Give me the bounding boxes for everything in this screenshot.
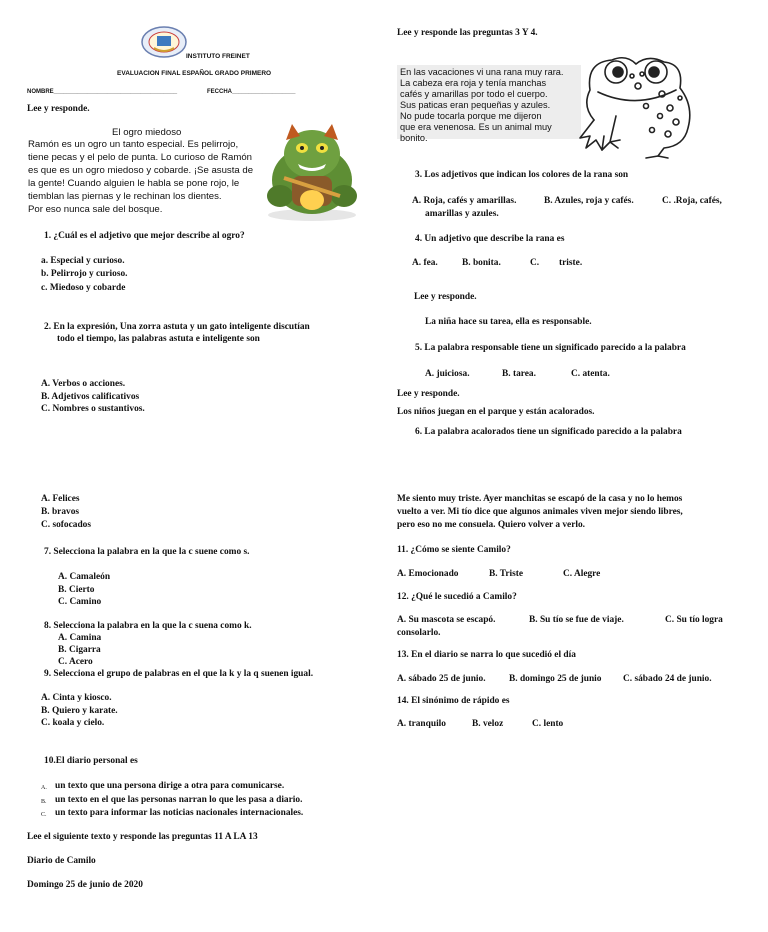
q10-letter-c: C. (41, 812, 47, 818)
q2-option-b[interactable]: B. Adjetivos calificativos (41, 392, 140, 402)
q4-option-c[interactable]: C. (530, 258, 540, 268)
q3-option-a[interactable]: A. Roja, cafés y amarillas. (412, 196, 517, 206)
q7-option-a[interactable]: A. Camaleón (58, 572, 111, 582)
ogre-text-line: Por eso nunca sale del bosque. (28, 204, 163, 215)
q8-option-a[interactable]: A. Camina (58, 633, 102, 643)
q11-option-a[interactable]: A. Emocionado (397, 569, 459, 579)
question-12: 12. ¿Qué le sucedió a Camilo? (397, 592, 517, 602)
ogre-text-line: tiene pecas y el pelo de punta. Lo curioso de Ramón (28, 152, 253, 163)
date-field[interactable]: FECCHA___________________ (207, 89, 296, 95)
q14-option-c[interactable]: C. lento (532, 719, 564, 729)
q1-option-b[interactable]: b. Pelirrojo y curioso. (41, 269, 128, 279)
q3-option-c-cont: amarillas y azules. (425, 209, 499, 219)
ogre-title: El ogro miedoso (112, 127, 182, 138)
frog-text-line: Sus paticas eran pequeñas y azules. (400, 100, 551, 110)
school-logo (140, 26, 188, 58)
q6-option-a[interactable]: A. Felices (41, 494, 80, 504)
diary-text-line: pero eso no me consuela. Quiero volver a verlo. (397, 520, 585, 530)
q8-option-b[interactable]: B. Cigarra (58, 645, 101, 655)
q3-option-c[interactable]: C. .Roja, cafés, (662, 196, 722, 206)
q8-option-c[interactable]: C. Acero (58, 657, 93, 667)
q10-letter-b: B. (41, 799, 47, 805)
q12-option-b[interactable]: B. Su tío se fue de viaje. (529, 615, 624, 625)
question-14: 14. El sinónimo de rápido es (397, 696, 510, 706)
q3-option-b[interactable]: B. Azules, roja y cafés. (544, 196, 634, 206)
ogre-text-line: la gente! Cuando alguien le habla se pone rojo, le (28, 178, 240, 189)
q4-option-b[interactable]: B. bonita. (462, 258, 501, 268)
q10-option-c[interactable]: un texto para informar las noticias nacionales internacionales. (55, 808, 304, 818)
q5-option-a[interactable]: A. juiciosa. (425, 369, 470, 379)
q9-option-b[interactable]: B. Quiero y karate. (41, 706, 118, 716)
frog-text-line: La cabeza era roja y tenía manchas (400, 78, 547, 88)
question-3: 3. Los adjetivos que indican los colores de la rana son (415, 170, 629, 180)
ogre-text-line: es que es un ogro miedoso y cobarde. ¡Se asusta de (28, 165, 254, 176)
question-6: 6. La palabra acalorados tiene un significado parecido a la palabra (415, 427, 682, 437)
question-13: 13. En el diario se narra lo que sucedió el día (397, 650, 576, 660)
reading-instruction: Lee el siguiente texto y responde las preguntas 11 A LA 13 (27, 832, 258, 842)
q13-option-a[interactable]: A. sábado 25 de junio. (397, 674, 486, 684)
diary-title: Diario de Camilo (27, 856, 96, 866)
question-10: 10.El diario personal es (44, 756, 138, 766)
q2-option-a[interactable]: A. Verbos o acciones. (41, 379, 126, 389)
q10-letter-a: A. (41, 785, 47, 791)
q11-option-b[interactable]: B. Triste (489, 569, 524, 579)
q10-option-a[interactable]: un texto que una persona dirige a otra para comunicarse. (55, 781, 285, 791)
q14-option-a[interactable]: A. tranquilo (397, 719, 446, 729)
frog-text-line: cafés y amarillas por todo el cuerpo. (400, 89, 548, 99)
q12-option-c[interactable]: C. Su tío logra (665, 615, 723, 625)
q9-option-a[interactable]: A. Cinta y kiosco. (41, 693, 112, 703)
q10-option-b[interactable]: un texto en el que las personas narran lo que les pasa a diario. (55, 795, 303, 805)
question-9: 9. Selecciona el grupo de palabras en el que la k y la q suenen igual. (44, 669, 314, 679)
question-2-cont: todo el tiempo, las palabras astuta e inteligente son (57, 334, 260, 344)
q4-option-a[interactable]: A. fea. (412, 258, 438, 268)
instruction-3-4: Lee y responde las preguntas 3 Y 4. (397, 28, 538, 38)
question-4: 4. Un adjetivo que describe la rana es (415, 234, 565, 244)
q13-option-b[interactable]: B. domingo 25 de junio (509, 674, 602, 684)
q14-option-b[interactable]: B. veloz (472, 719, 504, 729)
q7-option-b[interactable]: B. Cierto (58, 585, 95, 595)
q4-option-c-text: triste. (559, 258, 583, 268)
sentence-5: La niña hace su tarea, ella es responsable. (425, 317, 592, 327)
question-8: 8. Selecciona la palabra en la que la c suena como k. (44, 621, 252, 631)
q12-option-a[interactable]: A. Su mascota se escapó. (397, 615, 496, 625)
name-field[interactable]: NOMBRE_____________________________________ (27, 89, 178, 95)
q6-option-c[interactable]: C. sofocados (41, 520, 92, 530)
exam-title: EVALUACION FINAL ESPAÑOL GRADO PRIMERO (117, 70, 272, 77)
question-1: 1. ¿Cuál es el adjetivo que mejor describe al ogro? (44, 231, 245, 241)
frog-text-line: No pude tocarla porque me dijeron (400, 111, 542, 121)
frog-text-line: En las vacaciones vi una rana muy rara. (400, 67, 564, 77)
frog-text-line: bonito. (400, 133, 428, 143)
q6-option-b[interactable]: B. bravos (41, 507, 80, 517)
q12-option-c-cont: consolarlo. (397, 628, 441, 638)
school-name: INSTITUTO FREINET (186, 53, 250, 60)
q5-option-b[interactable]: B. tarea. (502, 369, 536, 379)
q1-option-a[interactable]: a. Especial y curioso. (41, 256, 125, 266)
diary-text-line: vuelto a ver. Mi tío dice que algunos animales viven mejor siendo libres, (397, 507, 683, 517)
diary-date: Domingo 25 de junio de 2020 (27, 880, 143, 890)
q2-option-c[interactable]: C. Nombres o sustantivos. (41, 404, 145, 414)
ogre-illustration (262, 118, 362, 222)
question-2: 2. En la expresión, Una zorra astuta y un gato inteligente discutían (44, 322, 310, 332)
q13-option-c[interactable]: C. sábado 24 de junio. (623, 674, 712, 684)
diary-text-line: Me siento muy triste. Ayer manchitas se escapó de la casa y no lo hemos (397, 494, 683, 504)
frog-illustration (576, 50, 702, 160)
ogre-text-line: Ramón es un ogro un tanto especial. Es pelirrojo, (28, 139, 239, 150)
question-5: 5. La palabra responsable tiene un significado parecido a la palabra (415, 343, 686, 353)
question-7: 7. Selecciona la palabra en la que la c suene como s. (44, 547, 250, 557)
q11-option-c[interactable]: C. Alegre (563, 569, 601, 579)
q9-option-c[interactable]: C. koala y cielo. (41, 718, 105, 728)
section-heading: Lee y responde. (27, 104, 90, 114)
ogre-text-line: tiemblan las piernas y le rechinan los dientes. (28, 191, 222, 202)
section-heading: Lee y responde. (414, 292, 477, 302)
q5-option-c[interactable]: C. atenta. (571, 369, 610, 379)
question-11: 11. ¿Cómo se siente Camilo? (397, 545, 511, 555)
sentence-6: Los niños juegan en el parque y están acalorados. (397, 407, 595, 417)
q7-option-c[interactable]: C. Camino (58, 597, 102, 607)
frog-text-line: que era venenosa. Es un animal muy (400, 122, 552, 132)
section-heading: Lee y responde. (397, 389, 460, 399)
q1-option-c[interactable]: c. Miedoso y cobarde (41, 283, 126, 293)
